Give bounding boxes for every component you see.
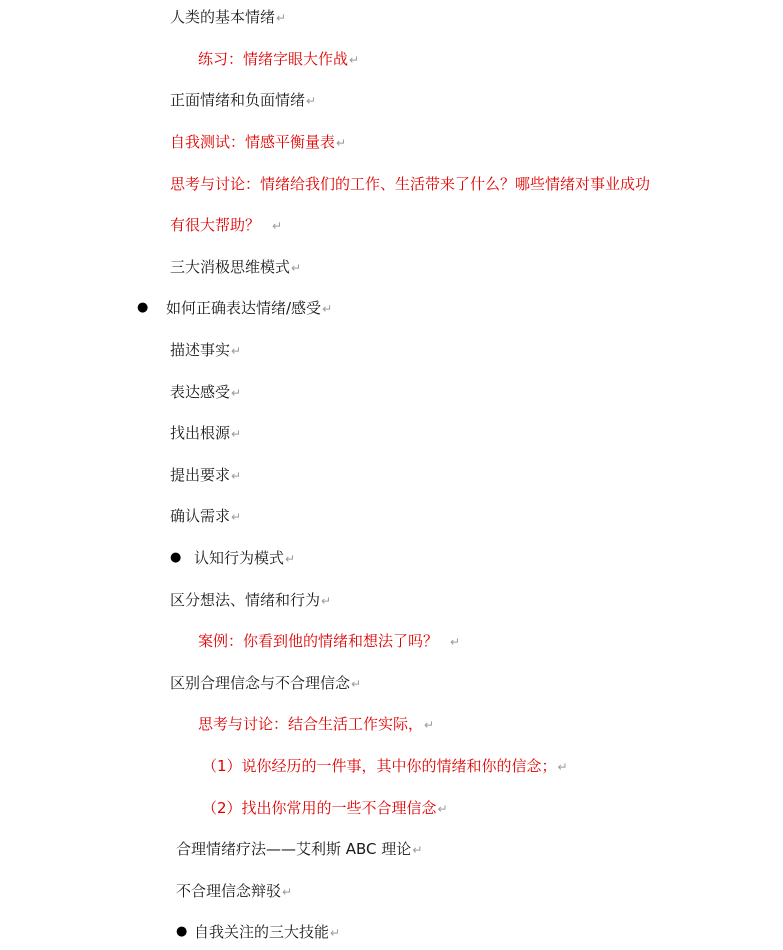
- paragraph-mark-icon: ↵: [412, 843, 423, 857]
- line-text: 案例：你看到他的情绪和想法了吗？: [198, 632, 439, 650]
- doc-line-1: [170, 7, 286, 27]
- bullet-icon: ●: [137, 300, 149, 315]
- line-text: 自我测试：情感平衡量表: [170, 133, 336, 151]
- doc-line-22: [176, 881, 292, 901]
- paragraph-mark-icon: ↵: [336, 136, 347, 150]
- doc-line-11: [170, 423, 241, 443]
- doc-line-12: [170, 465, 241, 485]
- doc-line-23: [194, 922, 340, 942]
- doc-line-15: [170, 590, 331, 610]
- paragraph-mark-icon: ↵: [330, 926, 341, 940]
- line-text: （2）找出你常用的一些不合理信念: [202, 799, 437, 817]
- doc-line-16: [198, 631, 460, 651]
- doc-line-7: [170, 257, 301, 277]
- doc-line-9: [170, 340, 241, 360]
- line-text: （1）说你经历的一件事，其中你的情绪和你的信念；: [202, 757, 557, 775]
- line-text: 如何正确表达情绪/感受: [166, 299, 322, 317]
- bullet-icon: ●: [170, 550, 182, 565]
- paragraph-mark-icon: ↵: [351, 677, 362, 691]
- paragraph-mark-icon: ↵: [322, 302, 333, 316]
- line-text: 表达感受: [170, 383, 231, 401]
- paragraph-mark-icon: ↵: [450, 635, 461, 649]
- paragraph-mark-icon: ↵: [276, 11, 287, 25]
- line-text: 提出要求: [170, 466, 231, 484]
- paragraph-mark-icon: ↵: [282, 885, 293, 899]
- doc-line-21: [176, 839, 422, 859]
- paragraph-mark-icon: ↵: [321, 594, 332, 608]
- doc-line-2: [198, 49, 359, 69]
- paragraph-mark-icon: ↵: [272, 219, 283, 233]
- doc-line-3: [170, 90, 316, 110]
- line-text: 人类的基本情绪: [170, 8, 276, 26]
- paragraph-mark-icon: ↵: [231, 386, 242, 400]
- doc-line-18: [198, 714, 434, 734]
- paragraph-mark-icon: ↵: [437, 802, 448, 816]
- line-text: 确认需求: [170, 507, 231, 525]
- line-text: 有很大帮助？: [170, 216, 261, 234]
- line-text: 区别合理信念与不合理信念: [170, 674, 351, 692]
- bullet-icon: ●: [176, 924, 188, 939]
- paragraph-mark-icon: ↵: [285, 552, 296, 566]
- paragraph-mark-icon: ↵: [231, 510, 242, 524]
- line-text: 三大消极思维模式: [170, 258, 291, 276]
- doc-line-13: [170, 506, 241, 526]
- doc-line-14: [194, 548, 295, 568]
- line-text: 正面情绪和负面情绪: [170, 91, 306, 109]
- line-text: 思考与讨论：结合生活工作实际，: [198, 715, 424, 733]
- paragraph-mark-icon: ↵: [231, 427, 242, 441]
- paragraph-mark-icon: ↵: [306, 94, 317, 108]
- paragraph-mark-icon: ↵: [231, 344, 242, 358]
- paragraph-mark-icon: ↵: [231, 469, 242, 483]
- paragraph-mark-icon: ↵: [424, 718, 435, 732]
- line-text: 不合理信念辩驳: [176, 882, 282, 900]
- doc-line-19: [202, 756, 568, 776]
- doc-line-10: [170, 382, 241, 402]
- line-text: 找出根源: [170, 424, 231, 442]
- line-text: 区分想法、情绪和行为: [170, 591, 321, 609]
- doc-line-20: [202, 798, 448, 818]
- doc-line-17: [170, 673, 361, 693]
- doc-line-8: [166, 298, 332, 318]
- line-text: 练习：情绪字眼大作战: [198, 50, 349, 68]
- line-text: 自我关注的三大技能: [194, 923, 330, 941]
- paragraph-mark-icon: ↵: [291, 261, 302, 275]
- line-text: 描述事实: [170, 341, 231, 359]
- doc-line-6: [170, 215, 282, 235]
- doc-line-4: [170, 132, 346, 152]
- paragraph-mark-icon: ↵: [349, 53, 360, 67]
- line-text: 认知行为模式: [194, 549, 285, 567]
- paragraph-mark-icon: ↵: [557, 760, 568, 774]
- doc-line-5: [170, 174, 650, 194]
- line-text: 思考与讨论：情绪给我们的工作、生活带来了什么？哪些情绪对事业成功: [170, 175, 651, 193]
- line-text: 合理情绪疗法——艾利斯 ABC 理论: [176, 840, 412, 858]
